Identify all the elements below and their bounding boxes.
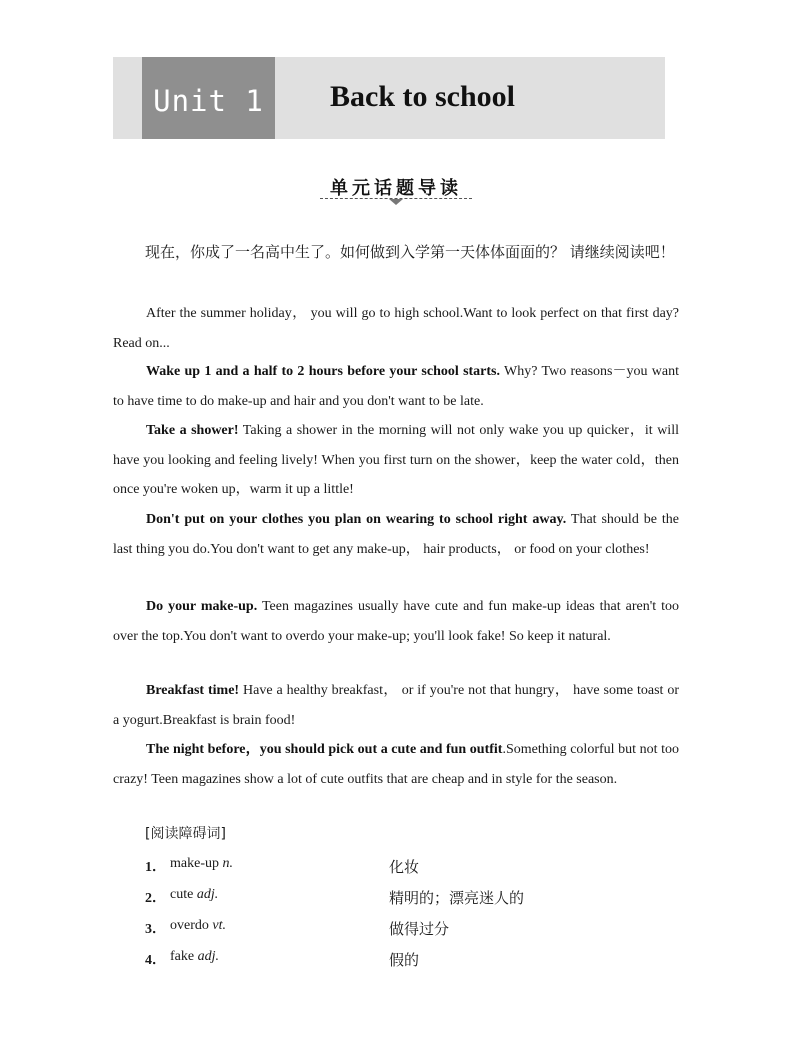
reading-paragraph-7 — [113, 735, 679, 794]
reading-paragraph-3 — [113, 416, 679, 505]
vocab-pos: vt. — [212, 918, 226, 933]
vocab-meaning: 化妆 — [389, 858, 420, 876]
paragraph-text: Why? Two reasons－you want to have time to do make-up and hair and you don't want to be late. — [113, 364, 680, 409]
reading-paragraph-6 — [113, 676, 679, 735]
paragraph-lead: Do your make-up. — [146, 599, 258, 614]
paragraph-text: Taking a shower in the morning will not only wake you up quicker，it will have you looking and feeling lively! When you first turn on the shower，keep the water cold，then once you're woken up，warm it up a little! — [113, 423, 679, 497]
vocab-number: 3． — [145, 922, 166, 937]
paragraph-text: Teen magazines usually have cute and fun make-up ideas that aren't too over the top.You don't want to overdo your make-up; you'll look fake! So keep it natural. — [113, 599, 679, 644]
vocab-meaning: 做得过分 — [389, 920, 450, 938]
vocab-heading: [阅读障碍词] — [145, 826, 226, 842]
paragraph-text: Have a healthy breakfast， or if you're not that hungry， have some toast or a yogurt.Breakfast is brain food! — [113, 683, 679, 728]
paragraph-text: That should be the last thing you do.You don't want to get any make-up， hair products， or food on your clothes! — [113, 512, 679, 557]
paragraph-lead: Wake up 1 and a half to 2 hours before your school starts. — [146, 364, 501, 379]
vocab-number: 1． — [145, 860, 166, 875]
intro-chinese: 现在，你成了一名高中生了。如何做到入学第一天体体面面的？ 请继续阅读吧！ — [145, 243, 675, 261]
heading-pointer-icon — [389, 199, 403, 205]
vocab-pos: adj. — [196, 887, 219, 902]
vocab-meaning: 假的 — [389, 951, 420, 969]
section-heading: 单元话题导读 — [330, 178, 462, 199]
vocab-word: make-up n. — [170, 856, 233, 871]
vocab-pos: n. — [222, 856, 233, 871]
vocab-meaning: 精明的；漂亮迷人的 — [389, 889, 525, 907]
vocab-item — [145, 949, 665, 973]
unit-title: Back to school — [330, 80, 516, 113]
paragraph-lead: Take a shower! — [146, 423, 239, 438]
vocab-item — [145, 856, 665, 880]
reading-paragraph-5 — [113, 592, 679, 651]
paragraph-lead: Breakfast time! — [146, 683, 240, 698]
vocab-word: overdo vt. — [170, 918, 226, 933]
paragraph-lead: The night before，you should pick out a cute and fun outfit — [146, 742, 503, 757]
vocab-item — [145, 887, 665, 911]
vocab-item — [145, 918, 665, 942]
unit-label: Unit 1 — [142, 57, 275, 139]
vocab-pos: adj. — [197, 949, 219, 964]
vocab-number: 2． — [145, 891, 166, 906]
vocab-number: 4． — [145, 953, 166, 968]
vocab-word: fake adj. — [170, 949, 219, 964]
reading-paragraph-4 — [113, 505, 679, 564]
vocab-word: cute adj. — [170, 887, 219, 902]
reading-paragraph-2 — [113, 357, 679, 416]
paragraph-lead: Don't put on your clothes you plan on wearing to school right away. — [146, 512, 567, 527]
reading-paragraph-1 — [113, 299, 679, 358]
paragraph-text: After the summer holiday， you will go to high school.Want to look perfect on that first day? Read on... — [113, 306, 679, 351]
paragraph-text: .Something colorful but not too crazy! Teen magazines show a lot of cute outfits that are cheap and in style for the season. — [113, 742, 680, 787]
